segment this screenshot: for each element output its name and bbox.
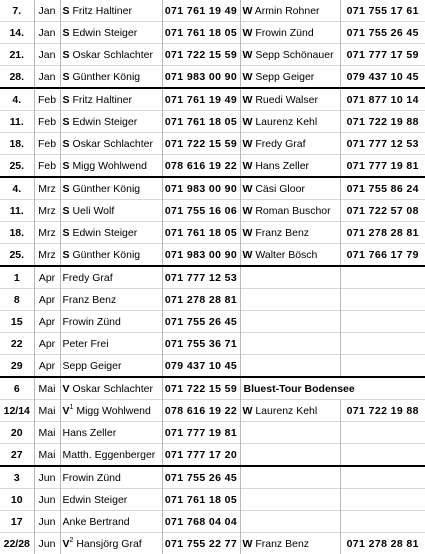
schedule-row — [0, 22, 425, 44]
left-phone: 071 761 18 05 — [162, 22, 240, 44]
date-day: 15 — [0, 311, 34, 333]
left-prefix: V — [63, 383, 70, 395]
right-name: Laurenz Kehl — [255, 116, 317, 128]
right-leader-name — [240, 244, 340, 267]
right-leader-name — [240, 466, 340, 489]
left-prefix: S — [63, 227, 70, 239]
date-month: Jun — [34, 511, 60, 533]
date-day: 11. — [0, 200, 34, 222]
right-phone: 071 722 19 88 — [340, 111, 425, 133]
schedule-row — [0, 511, 425, 533]
left-leader-name — [60, 333, 162, 355]
left-leader-name — [60, 533, 162, 554]
right-prefix: W — [243, 94, 253, 106]
left-prefix: S — [63, 183, 70, 195]
right-phone — [340, 489, 425, 511]
left-leader-name — [60, 155, 162, 178]
date-month: Jan — [34, 66, 60, 89]
right-phone: 071 722 57 08 — [340, 200, 425, 222]
date-month: Jan — [34, 44, 60, 66]
left-leader-name — [60, 466, 162, 489]
left-phone: 071 755 16 06 — [162, 200, 240, 222]
right-name: Sepp Geiger — [255, 71, 314, 83]
right-name: Cäsi Gloor — [255, 183, 305, 195]
date-month: Feb — [34, 155, 60, 178]
schedule-row — [0, 444, 425, 467]
schedule-row — [0, 66, 425, 89]
left-leader-name — [60, 22, 162, 44]
left-name: Günther König — [72, 183, 140, 195]
date-day: 21. — [0, 44, 34, 66]
right-phone: 071 278 28 81 — [340, 222, 425, 244]
date-month: Apr — [34, 333, 60, 355]
right-leader-name — [240, 355, 340, 378]
left-phone: 071 761 19 49 — [162, 88, 240, 111]
right-leader-name — [240, 177, 340, 200]
date-day: 25. — [0, 155, 34, 178]
schedule-row — [0, 88, 425, 111]
left-leader-name — [60, 44, 162, 66]
date-day: 4. — [0, 177, 34, 200]
left-leader-name — [60, 133, 162, 155]
left-phone: 071 278 28 81 — [162, 289, 240, 311]
right-phone: 071 777 17 59 — [340, 44, 425, 66]
right-leader-name — [240, 422, 340, 444]
left-phone: 071 983 00 90 — [162, 244, 240, 267]
left-leader-name — [60, 66, 162, 89]
left-prefix: V — [63, 405, 70, 417]
date-day: 1 — [0, 266, 34, 289]
left-phone: 079 437 10 45 — [162, 355, 240, 378]
left-phone: 071 755 26 45 — [162, 466, 240, 489]
left-sup: 1 — [70, 404, 74, 411]
right-prefix: W — [243, 138, 253, 150]
right-leader-name — [240, 44, 340, 66]
date-day: 17 — [0, 511, 34, 533]
right-name: Laurenz Kehl — [255, 405, 317, 417]
left-leader-name — [60, 377, 162, 400]
right-leader-name — [240, 0, 340, 22]
left-leader-name — [60, 266, 162, 289]
left-name: Franz Benz — [63, 294, 117, 306]
right-leader-name — [240, 22, 340, 44]
left-phone: 078 616 19 22 — [162, 400, 240, 422]
schedule-row — [0, 44, 425, 66]
left-phone: 071 722 15 59 — [162, 377, 240, 400]
right-prefix: W — [243, 227, 253, 239]
schedule-row — [0, 200, 425, 222]
date-month: Jun — [34, 533, 60, 554]
left-phone: 071 761 19 49 — [162, 0, 240, 22]
right-phone: 071 777 19 81 — [340, 155, 425, 178]
right-phone — [340, 466, 425, 489]
left-leader-name — [60, 400, 162, 422]
right-leader-name — [240, 511, 340, 533]
right-name: Ruedi Walser — [255, 94, 318, 106]
right-prefix: W — [243, 27, 253, 39]
event-note: Bluest-Tour Bodensee — [240, 377, 425, 400]
date-month: Jan — [34, 22, 60, 44]
left-prefix: S — [63, 116, 70, 128]
right-phone — [340, 333, 425, 355]
left-sup: 2 — [70, 537, 74, 544]
date-month: Jun — [34, 489, 60, 511]
right-name: Roman Buschor — [255, 205, 330, 217]
left-name: Peter Frei — [63, 338, 109, 350]
schedule-row — [0, 311, 425, 333]
date-month: Mai — [34, 377, 60, 400]
left-phone: 071 722 15 59 — [162, 133, 240, 155]
date-month: Apr — [34, 311, 60, 333]
right-name: Sepp Schönauer — [255, 49, 333, 61]
left-leader-name — [60, 489, 162, 511]
date-month: Apr — [34, 355, 60, 378]
left-name: Günther König — [72, 71, 140, 83]
left-name: Oskar Schlachter — [72, 138, 153, 150]
date-day: 11. — [0, 111, 34, 133]
right-phone: 071 877 10 14 — [340, 88, 425, 111]
date-month: Feb — [34, 111, 60, 133]
schedule-row — [0, 377, 425, 400]
left-leader-name — [60, 222, 162, 244]
left-name: Sepp Geiger — [63, 360, 122, 372]
right-prefix: W — [243, 249, 253, 261]
right-prefix: W — [243, 405, 253, 417]
left-name: Edwin Steiger — [72, 116, 137, 128]
right-prefix: W — [243, 538, 253, 550]
date-day: 18. — [0, 222, 34, 244]
left-prefix: S — [63, 49, 70, 61]
schedule-row — [0, 333, 425, 355]
right-leader-name — [240, 133, 340, 155]
right-leader-name — [240, 333, 340, 355]
left-phone: 071 983 00 90 — [162, 177, 240, 200]
right-name: Fredy Graf — [255, 138, 305, 150]
left-name: Hansjörg Graf — [76, 538, 141, 550]
schedule-row — [0, 289, 425, 311]
left-name: Edwin Steiger — [63, 494, 128, 506]
left-name: Anke Bertrand — [63, 516, 130, 528]
right-name: Franz Benz — [255, 538, 309, 550]
right-leader-name — [240, 489, 340, 511]
right-leader-name — [240, 444, 340, 467]
schedule-row — [0, 155, 425, 178]
right-phone: 071 777 12 53 — [340, 133, 425, 155]
right-phone — [340, 311, 425, 333]
left-phone: 071 777 19 81 — [162, 422, 240, 444]
left-prefix: S — [63, 160, 70, 172]
left-name: Edwin Steiger — [72, 27, 137, 39]
left-leader-name — [60, 200, 162, 222]
date-day: 29 — [0, 355, 34, 378]
date-month: Mrz — [34, 177, 60, 200]
right-leader-name — [240, 66, 340, 89]
right-leader-name — [240, 311, 340, 333]
left-prefix: V — [63, 538, 70, 550]
left-leader-name — [60, 422, 162, 444]
schedule-row — [0, 489, 425, 511]
date-month: Jun — [34, 466, 60, 489]
date-day: 18. — [0, 133, 34, 155]
left-name: Migg Wohlwend — [76, 405, 151, 417]
left-leader-name — [60, 289, 162, 311]
right-phone: 071 278 28 81 — [340, 533, 425, 554]
left-prefix: S — [63, 94, 70, 106]
schedule-row — [0, 177, 425, 200]
left-name: Ueli Wolf — [72, 205, 114, 217]
right-prefix: W — [243, 160, 253, 172]
right-prefix: W — [243, 71, 253, 83]
left-phone: 071 722 15 59 — [162, 44, 240, 66]
date-day: 28. — [0, 66, 34, 89]
right-leader-name — [240, 111, 340, 133]
left-name: Edwin Steiger — [72, 227, 137, 239]
left-phone: 071 761 18 05 — [162, 111, 240, 133]
left-prefix: S — [63, 249, 70, 261]
left-prefix: S — [63, 138, 70, 150]
right-name: Franz Benz — [255, 227, 309, 239]
left-name: Matth. Eggenberger — [63, 449, 156, 461]
left-phone: 071 755 26 45 — [162, 311, 240, 333]
schedule-row — [0, 222, 425, 244]
schedule-row — [0, 355, 425, 378]
date-day: 14. — [0, 22, 34, 44]
right-prefix: W — [243, 183, 253, 195]
right-phone: 071 755 26 45 — [340, 22, 425, 44]
right-leader-name — [240, 155, 340, 178]
left-name: Oskar Schlachter — [72, 383, 153, 395]
date-day: 8 — [0, 289, 34, 311]
left-prefix: S — [63, 27, 70, 39]
right-prefix: W — [243, 205, 253, 217]
date-day: 3 — [0, 466, 34, 489]
schedule-row — [0, 466, 425, 489]
date-month: Mrz — [34, 200, 60, 222]
schedule-row — [0, 400, 425, 422]
right-leader-name — [240, 200, 340, 222]
left-name: Frowin Zünd — [63, 316, 121, 328]
date-month: Mai — [34, 422, 60, 444]
date-month: Mrz — [34, 222, 60, 244]
date-day: 25. — [0, 244, 34, 267]
right-leader-name — [240, 400, 340, 422]
left-phone: 071 777 12 53 — [162, 266, 240, 289]
right-leader-name — [240, 289, 340, 311]
right-phone: 071 722 19 88 — [340, 400, 425, 422]
date-month: Feb — [34, 133, 60, 155]
schedule-row — [0, 0, 425, 22]
right-name: Hans Zeller — [255, 160, 309, 172]
schedule-row — [0, 422, 425, 444]
right-prefix: W — [243, 116, 253, 128]
left-leader-name — [60, 311, 162, 333]
right-prefix: W — [243, 5, 253, 17]
right-leader-name — [240, 222, 340, 244]
date-month: Apr — [34, 266, 60, 289]
left-phone: 071 761 18 05 — [162, 222, 240, 244]
right-phone — [340, 289, 425, 311]
right-name: Walter Bösch — [255, 249, 317, 261]
left-leader-name — [60, 177, 162, 200]
left-prefix: S — [63, 71, 70, 83]
left-name: Oskar Schlachter — [72, 49, 153, 61]
right-phone: 071 755 17 61 — [340, 0, 425, 22]
date-day: 4. — [0, 88, 34, 111]
left-leader-name — [60, 511, 162, 533]
right-phone — [340, 355, 425, 378]
right-leader-name — [240, 533, 340, 554]
date-day: 6 — [0, 377, 34, 400]
left-leader-name — [60, 0, 162, 22]
date-month: Mrz — [34, 244, 60, 267]
right-phone: 079 437 10 45 — [340, 66, 425, 89]
left-phone: 078 616 19 22 — [162, 155, 240, 178]
left-leader-name — [60, 355, 162, 378]
left-leader-name — [60, 88, 162, 111]
left-name: Fritz Haltiner — [72, 5, 132, 17]
schedule-row — [0, 111, 425, 133]
date-month: Jan — [34, 0, 60, 22]
date-month: Apr — [34, 289, 60, 311]
right-phone: 071 755 86 24 — [340, 177, 425, 200]
left-name: Hans Zeller — [63, 427, 117, 439]
date-day: 12/14 — [0, 400, 34, 422]
right-name: Frowin Zünd — [255, 27, 313, 39]
right-phone: 071 766 17 79 — [340, 244, 425, 267]
left-name: Migg Wohlwend — [72, 160, 147, 172]
left-name: Günther König — [72, 249, 140, 261]
right-name: Armin Rohner — [255, 5, 320, 17]
date-month: Mai — [34, 400, 60, 422]
right-leader-name — [240, 88, 340, 111]
date-month: Feb — [34, 88, 60, 111]
right-prefix: W — [243, 49, 253, 61]
right-phone — [340, 422, 425, 444]
left-name: Fritz Haltiner — [72, 94, 132, 106]
right-leader-name — [240, 266, 340, 289]
left-leader-name — [60, 111, 162, 133]
left-name: Fredy Graf — [63, 272, 113, 284]
schedule-row — [0, 533, 425, 554]
left-leader-name — [60, 244, 162, 267]
date-day: 22 — [0, 333, 34, 355]
schedule-row — [0, 133, 425, 155]
left-prefix: S — [63, 205, 70, 217]
left-phone: 071 755 36 71 — [162, 333, 240, 355]
date-day: 7. — [0, 0, 34, 22]
left-leader-name — [60, 444, 162, 467]
date-month: Mai — [34, 444, 60, 467]
right-phone — [340, 511, 425, 533]
date-day: 22/28 — [0, 533, 34, 554]
right-phone — [340, 444, 425, 467]
left-phone: 071 983 00 90 — [162, 66, 240, 89]
left-phone: 071 777 17 20 — [162, 444, 240, 467]
date-day: 10 — [0, 489, 34, 511]
left-name: Frowin Zünd — [63, 472, 121, 484]
date-day: 20 — [0, 422, 34, 444]
left-phone: 071 761 18 05 — [162, 489, 240, 511]
left-phone: 071 755 22 77 — [162, 533, 240, 554]
right-phone — [340, 266, 425, 289]
date-day: 27 — [0, 444, 34, 467]
schedule-row — [0, 244, 425, 267]
left-phone: 071 768 04 04 — [162, 511, 240, 533]
left-prefix: S — [63, 5, 70, 17]
schedule-row — [0, 266, 425, 289]
